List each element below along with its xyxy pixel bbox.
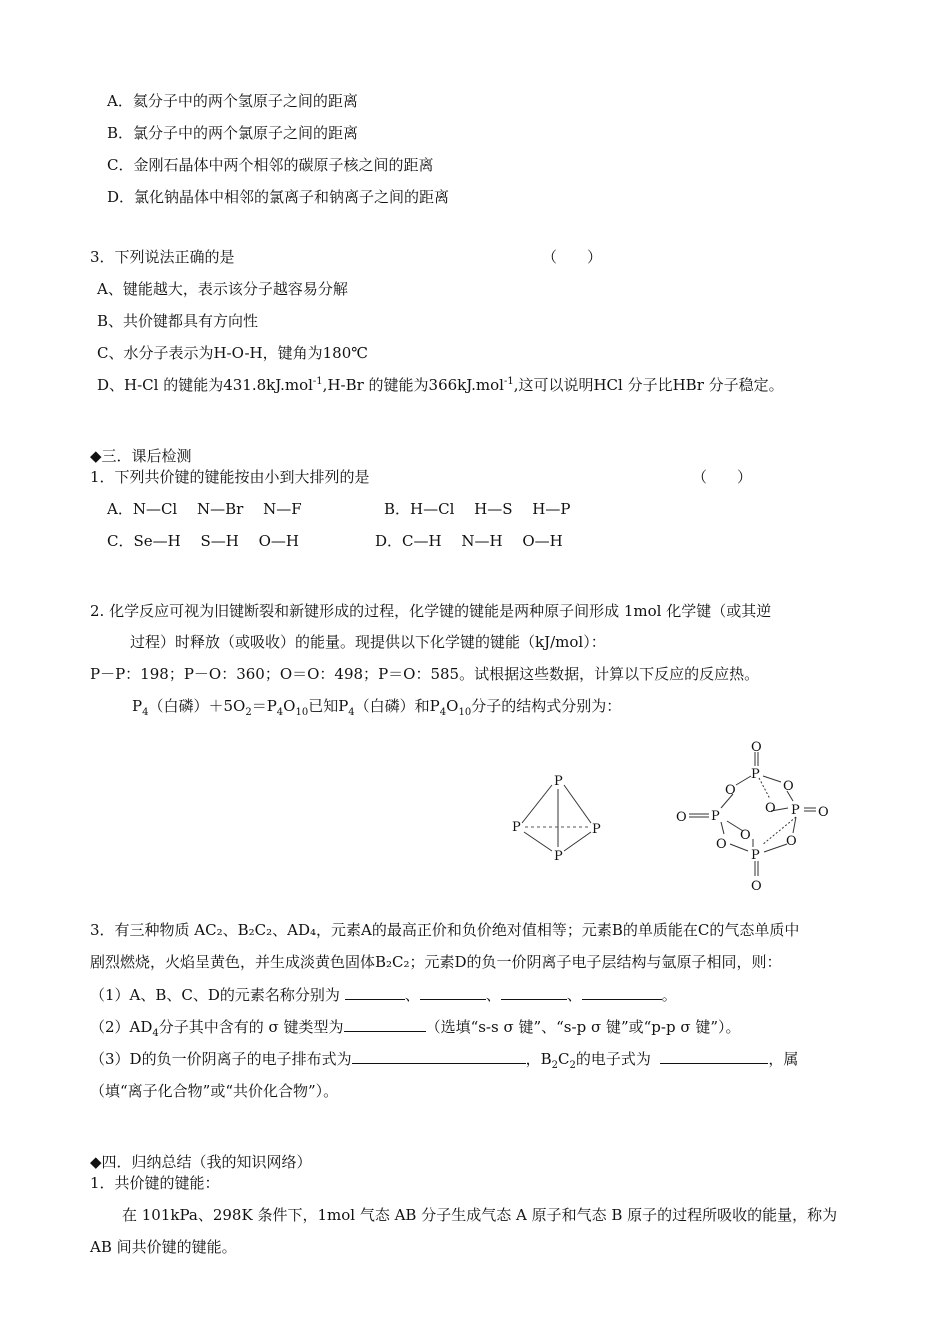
p4o10-o-right: O: [818, 805, 829, 820]
p4o10-bond: [764, 844, 787, 852]
section-4-heading: ◆四．归纳总结（我的知识网络）: [90, 1153, 312, 1171]
s3-q1-paren: （ ）: [692, 468, 753, 486]
s4-para-line2: AB 间共价键的键能。: [90, 1238, 237, 1256]
p4-bond: [524, 832, 552, 851]
p4-structure-diagram: [495, 765, 625, 870]
answer-blank-b[interactable]: [420, 985, 486, 1000]
p4-bond: [564, 785, 591, 823]
s3-q1-stem: 1．下列共价键的键能按由小到大排列的是: [90, 468, 370, 486]
s3-q2-line3: P－P：198；P－O：360；O＝O：498；P＝O：585。试根据这些数据，计算以下反应的反应热。: [90, 665, 760, 683]
p4o10-o-top: O: [751, 740, 762, 755]
s3-q3-sub3: （3）D的负一价阴离子的电子排布式为 ，$B_2C_2$的电子式为 ，属: [90, 1050, 799, 1071]
q3-answer-paren: （ ）: [542, 248, 603, 266]
p4o10-bond-hidden: [759, 778, 770, 799]
p4o10-o-bottom: O: [751, 879, 762, 894]
p4o10-o: O: [783, 779, 794, 794]
p4-atom-top: P: [554, 774, 563, 789]
q2-option-c: C．金刚石晶体中两个相邻的碳原子核之间的距离: [107, 156, 434, 174]
p4o10-o: O: [725, 783, 736, 798]
p4o10-o: O: [786, 834, 797, 849]
s3-q3-line2: 剧烈燃烧，火焰呈黄色，并生成淡黄色固体B₂C₂；元素D的负一价阴离子电子层结构与氩原子相同，则：: [90, 953, 782, 971]
s3-q2-equation: $P_4$（白磷）$+5O_2=P_4O_{10}$已知$P_4$（白磷）和$P_4O_{10}$分子的结构式分别为：: [132, 697, 622, 718]
p4o10-bond: [793, 817, 796, 833]
p4-bond: [564, 832, 591, 851]
s3-q3-sub2: $(2)AD_4$分子其中含有的 σ 键类型为 （选填“s-s σ 键”、“s-p σ 键”或“p-p σ 键”）。: [90, 1018, 741, 1039]
s4-para-line1: 在 101kPa、298K 条件下，1mol 气态 AB 分子生成气态 A 原子和气态 B 原子的过程所吸收的能量，称为: [122, 1206, 838, 1224]
s3-q1-option-d: D．C—H N—H O—H: [375, 532, 563, 550]
p4o10-o-left: O: [676, 810, 687, 825]
answer-blank-a[interactable]: [345, 985, 405, 1000]
s3-q1-option-a: A．N—Cl N—Br N—F: [107, 500, 302, 518]
p4o10-structure-diagram: [672, 735, 837, 895]
s3-q2-line2: 过程）时释放（或吸收）的能量。现提供以下化学键的键能（kJ/mol）：: [130, 633, 606, 651]
p4-atom-bottom: P: [554, 849, 563, 864]
p4-atom-left: P: [512, 820, 521, 835]
answer-blank-electron-formula[interactable]: [660, 1049, 768, 1064]
p4o10-p-top: P: [751, 767, 760, 782]
p4o10-o: O: [765, 801, 776, 816]
answer-blank-sigma-type[interactable]: [344, 1017, 426, 1032]
q2-option-a: A．氦分子中的两个氢原子之间的距离: [107, 92, 358, 110]
s4-item1: 1．共价键的键能：: [90, 1174, 220, 1192]
s3-q1-option-b: B．H—Cl H—S H—P: [384, 500, 571, 518]
q3-stem: 3．下列说法正确的是: [90, 248, 235, 266]
p4o10-bond: [721, 822, 724, 834]
answer-blank-c[interactable]: [501, 985, 567, 1000]
q2-option-d: D．氯化钠晶体中相邻的氯离子和钠离子之间的距离: [107, 188, 450, 206]
q3-option-b: B、共价键都具有方向性: [97, 312, 259, 330]
q3-option-c: C、水分子表示为H-O-H，键角为180℃: [97, 344, 369, 362]
s3-q2-line1: 2. 化学反应可视为旧键断裂和新键形成的过程，化学键的键能是两种原子间形成 1mol 化学键（或其逆: [90, 602, 772, 620]
p4o10-bond: [763, 776, 781, 782]
q3-option-d: D、H-Cl 的键能为431.8kJ.mol$^{-1}$,H-Br 的键能为366kJ.mol$^{-1}$,这可以说明HCl 分子比HBr 分子稳定。: [97, 376, 784, 394]
s3-q3-sub1: （1）A、B、C、D的元素名称分别为 、 、 、 。: [90, 986, 677, 1004]
p4o10-p-right: P: [791, 803, 800, 818]
p4o10-bond: [736, 776, 751, 785]
p4o10-o: O: [740, 828, 751, 843]
q2-option-b: B．氯分子中的两个氯原子之间的距离: [107, 124, 359, 142]
p4o10-bond: [730, 844, 748, 851]
q3-option-a: A、键能越大，表示该分子越容易分解: [97, 280, 348, 298]
s3-q1-option-c: C．Se—H S—H O—H: [107, 532, 299, 550]
section-3-heading: ◆三．课后检测: [90, 447, 192, 465]
p4-atom-right: P: [592, 822, 601, 837]
s3-q3-line1: 3．有三种物质 AC₂、B₂C₂、AD₄，元素A的最高正价和负价绝对值相等；元素B的单质能在C的气态单质中: [90, 921, 800, 939]
answer-blank-electron-config[interactable]: [352, 1049, 526, 1064]
p4o10-p-left: P: [711, 809, 720, 824]
answer-blank-d[interactable]: [582, 985, 662, 1000]
s3-q3-sub3-cont: （填“离子化合物”或“共价化合物”）。: [90, 1082, 339, 1100]
p4o10-p-bottom: P: [751, 848, 760, 863]
p4-bond: [522, 785, 552, 823]
p4o10-o: O: [716, 837, 727, 852]
